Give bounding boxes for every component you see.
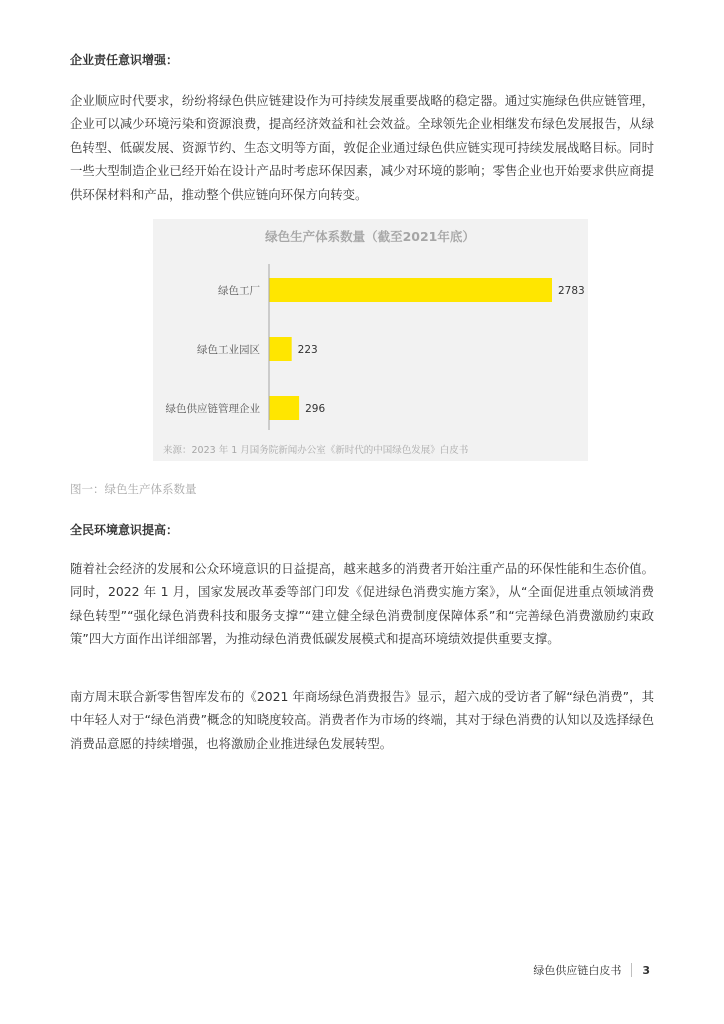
bar-chart-svg [153, 219, 588, 461]
chart-source-note: 来源：2023 年 1 月国务院新闻办公室《新时代的中国绿色发展》白皮书 [163, 445, 469, 456]
chart-title: 绿色生产体系数量（截至2021年底） [265, 229, 475, 244]
paragraph-public-awareness-2: 南方周末联合新零售智库发布的《2021 年商场绿色消费报告》显示，超六成的受访者了解“绿色消费”，其中年轻人对于“绿色消费”概念的知晓度较高。消费者作为市场的终端，其对于绿色消费的认知以及选择绿色消费品意愿的持续增强，也将激励企业推进绿色发展转型。 [70, 689, 654, 751]
paragraph-public-awareness-1: 随着社会经济的发展和公众环境意识的日益提高，越来越多的消费者开始注重产品的环保性能和生态价值。同时，2022 年 1 月，国家发展改革委等部门印发《促进绿色消费实施方案》，从“全面促进重点领域消费绿色转型”“强化绿色消费科技和服务支撑”“建立健全绿色消费制度保障体系”和“完善绿色消费激励约束政策”四大方面作出详细部署，为推动绿色消费低碳发展模式和提高环境绩效提供重要支撑。 [70, 561, 654, 647]
data-label: 2783 [558, 285, 585, 297]
y-tick-label: 绿色工厂 [218, 285, 260, 297]
data-label: 296 [305, 403, 326, 415]
bar-1 [269, 278, 552, 302]
page-footer [533, 961, 650, 979]
footer-divider [631, 963, 632, 977]
y-tick-label: 绿色供应链管理企业 [165, 403, 260, 415]
data-label: 223 [297, 344, 318, 356]
section-heading-corporate-responsibility: 企业责任意识增强： [70, 53, 179, 67]
section-heading-public-awareness: 全民环境意识提高： [70, 523, 179, 537]
y-tick-label: 绿色工业园区 [197, 344, 260, 356]
paragraph-corporate-responsibility: 企业顺应时代要求，纷纷将绿色供应链建设作为可持续发展重要战略的稳定器。通过实施绿色供应链管理，企业可以减少环境污染和资源浪费，提高经济效益和社会效益。全球领先企业相继发布绿色发展报告，从绿色转型、低碳发展、资源节约、生态文明等方面，敦促企业通过绿色供应链实现可持续发展战略目标。同时一些大型制造企业已经开始在设计产品时考虑环保因素，减少对环境的影响；零售企业也开始要求供应商提供环保材料和产品，推动整个供应链向环保方向转变。 [70, 93, 654, 202]
bar-chart-figure [153, 219, 588, 461]
footer-doc-title: 绿色供应链白皮书 [533, 964, 622, 977]
figure-caption: 图一：绿色生产体系数量 [70, 482, 197, 496]
bar-2 [269, 337, 292, 361]
bar-3 [269, 396, 299, 420]
page-number: 3 [642, 963, 650, 977]
